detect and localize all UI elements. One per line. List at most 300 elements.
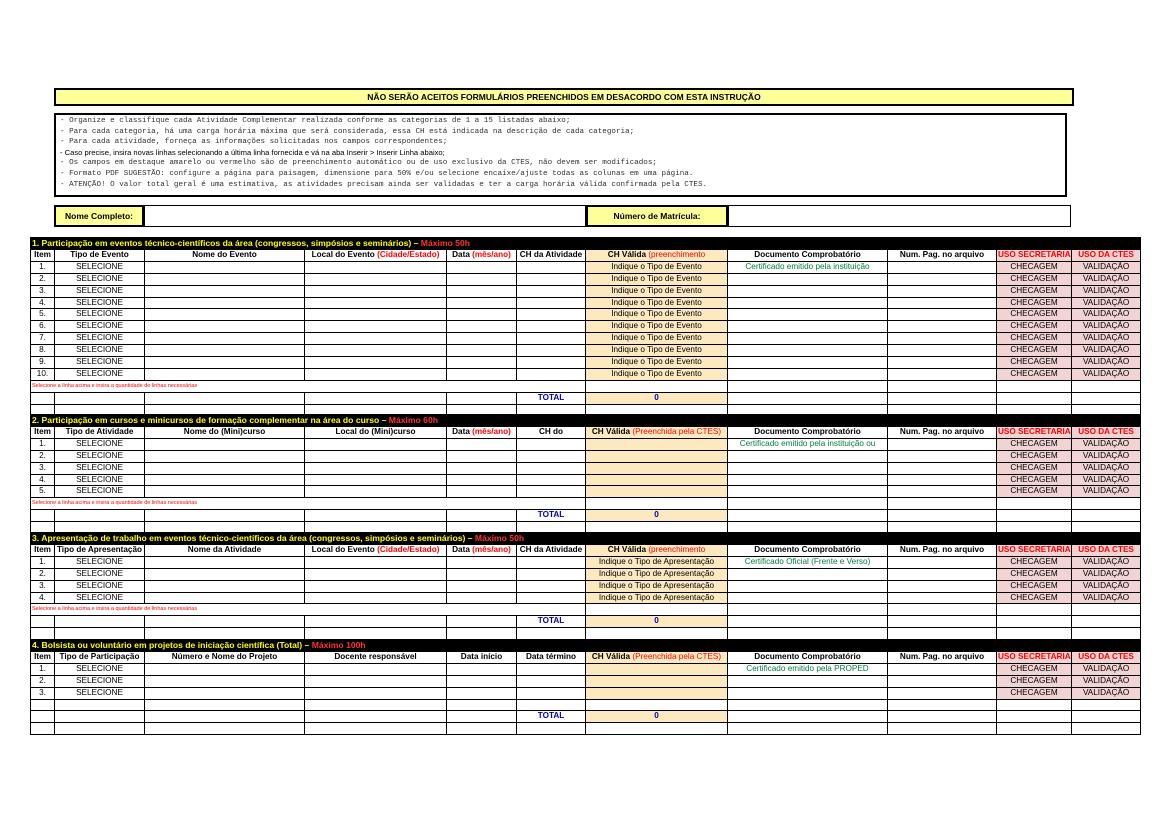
header-text: Local do Evento [311,249,375,259]
local-cell[interactable] [305,450,447,462]
header-ch-valida [586,544,728,556]
tipo-select[interactable]: SELECIONE [55,663,145,675]
documento-cell[interactable] [728,687,888,699]
validacao-cell: VALIDAÇÃO [1072,675,1141,687]
local-cell[interactable] [305,297,447,309]
empty-cell [145,699,305,711]
ch-valida-cell: Indique o Tipo de Evento [586,333,728,345]
local-cell[interactable] [305,462,447,474]
documento-cell[interactable] [728,357,888,369]
ch-valida-cell [586,687,728,699]
instruction-banner: NÃO SERÃO ACEITOS FORMULÁRIOS PREENCHIDOS EM DESACORDO COM ESTA INSTRUÇÃO [54,88,1074,106]
local-cell[interactable] [305,687,447,699]
data-cell[interactable] [447,486,517,498]
section-3-table [30,532,1141,640]
empty-cell [888,510,997,522]
checagem-cell: CHECAGEM [997,357,1072,369]
documento-cell[interactable] [728,321,888,333]
pagina-cell[interactable] [888,474,997,486]
item-number: 1. [31,663,55,675]
total-value: 0 [586,711,728,723]
local-cell[interactable] [305,357,447,369]
ch-cell[interactable] [517,474,586,486]
documento-cell[interactable] [728,309,888,321]
pagina-cell[interactable] [888,687,997,699]
header-data [447,426,517,438]
total-value: 0 [586,616,728,628]
documento-cell[interactable] [728,285,888,297]
tipo-select[interactable]: SELECIONE [55,450,145,462]
local-cell[interactable] [305,368,447,380]
local-cell[interactable] [305,273,447,285]
empty-cell [997,604,1072,616]
ch-valida-cell: Indique o Tipo de Evento [586,357,728,369]
local-cell[interactable] [305,580,447,592]
validacao-cell: VALIDAÇÃO [1072,345,1141,357]
nome-cell[interactable] [145,285,305,297]
empty-cell [305,723,447,735]
documento-hint[interactable]: Certificado Oficial (Frente e Verso) [728,556,888,568]
tipo-select[interactable]: SELECIONE [55,333,145,345]
ch-cell[interactable] [517,592,586,604]
empty-cell [305,699,447,711]
tipo-select[interactable]: SELECIONE [55,321,145,333]
local-cell[interactable] [305,285,447,297]
empty-cell [1072,628,1141,640]
validacao-cell: VALIDAÇÃO [1072,273,1141,285]
empty-cell [55,616,145,628]
ch-cell[interactable] [517,368,586,380]
item-number: 3. [31,285,55,297]
tipo-select[interactable]: SELECIONE [55,438,145,450]
documento-cell[interactable] [728,462,888,474]
documento-cell[interactable] [728,345,888,357]
empty-cell [728,510,888,522]
header-text: CH Válida [607,544,647,554]
ch-valida-cell: Indique o Tipo de Evento [586,368,728,380]
pagina-cell[interactable] [888,357,997,369]
empty-cell [31,711,55,723]
nome-cell[interactable] [145,357,305,369]
tipo-select[interactable]: SELECIONE [55,368,145,380]
local-cell[interactable] [305,345,447,357]
validacao-cell: VALIDAÇÃO [1072,285,1141,297]
table-row [31,285,1141,297]
header-ch: CH da Atividade [517,544,586,556]
pagina-cell[interactable] [888,462,997,474]
nome-cell[interactable] [145,580,305,592]
empty-cell [55,723,145,735]
item-number: 3. [31,462,55,474]
nome-cell[interactable] [145,486,305,498]
empty-cell [517,628,586,640]
local-cell[interactable] [305,592,447,604]
empty-cell [447,392,517,404]
empty-cell [145,723,305,735]
data-cell[interactable] [447,462,517,474]
empty-cell [31,628,55,640]
header-text: (Preenchida pela CTES) [632,426,722,436]
ch-cell[interactable] [517,297,586,309]
header-pagina: Num. Pag. no arquivo [888,651,997,663]
tipo-select[interactable]: SELECIONE [55,556,145,568]
nome-cell[interactable] [145,333,305,345]
pagina-cell[interactable] [888,438,997,450]
validacao-cell: VALIDAÇÃO [1072,580,1141,592]
ch-valida-cell: Indique o Tipo de Evento [586,309,728,321]
local-cell[interactable] [305,333,447,345]
data-cell[interactable] [447,321,517,333]
table-row [31,486,1141,498]
pagina-cell[interactable] [888,345,997,357]
documento-hint[interactable]: Certificado emitido pela PROPED [728,663,888,675]
instruction-line: - Formato PDF SUGESTÃO: configure a página para paisagem, dimensione para 50% e/ou selecione encaixe/ajuste todas as colunas em uma página. [60,169,694,178]
documento-cell[interactable] [728,273,888,285]
local-cell[interactable] [305,261,447,273]
header-nome: Nome do (Mini)curso [145,426,305,438]
ch-cell[interactable] [517,345,586,357]
nome-cell[interactable] [145,450,305,462]
validacao-cell: VALIDAÇÃO [1072,333,1141,345]
section-title [31,238,1141,250]
empty-cell [586,699,728,711]
documento-hint[interactable]: Certificado emitido pela instituição [728,261,888,273]
header-item: Item [31,651,55,663]
checagem-cell: CHECAGEM [997,580,1072,592]
empty-cell [888,699,997,711]
nome-cell[interactable] [145,368,305,380]
checagem-cell: CHECAGEM [997,368,1072,380]
ch-cell[interactable] [517,273,586,285]
nome-cell[interactable] [145,592,305,604]
ch-cell[interactable] [517,333,586,345]
empty-cell [55,711,145,723]
validacao-cell: VALIDAÇÃO [1072,462,1141,474]
checagem-cell: CHECAGEM [997,556,1072,568]
checagem-cell: CHECAGEM [997,675,1072,687]
section-1-table [30,237,1141,417]
empty-cell [305,510,447,522]
item-number: 2. [31,675,55,687]
ch-cell[interactable] [517,309,586,321]
header-documento: Documento Comprobatório [728,249,888,261]
checagem-cell: CHECAGEM [997,297,1072,309]
pagina-cell[interactable] [888,273,997,285]
matricula-field[interactable] [728,205,1071,227]
instruction-line: - Os campos em destaque amarelo ou vermelho são de preenchimento automático ou de uso exclusivo da CTES, não devem ser modificados; [60,159,657,168]
data-cell[interactable] [447,261,517,273]
nome-cell[interactable] [145,687,305,699]
data-cell[interactable] [447,687,517,699]
empty-cell [145,392,305,404]
nome-cell[interactable] [145,438,305,450]
nome-cell[interactable] [145,297,305,309]
empty-cell [728,699,888,711]
local-cell[interactable] [305,556,447,568]
tipo-select[interactable]: SELECIONE [55,273,145,285]
tipo-select[interactable]: SELECIONE [55,474,145,486]
data-cell[interactable] [447,580,517,592]
checagem-cell: CHECAGEM [997,568,1072,580]
ch-cell[interactable] [517,687,586,699]
empty-cell [997,628,1072,640]
empty-cell [55,628,145,640]
local-cell[interactable] [305,486,447,498]
header-text: Local do (Mini)curso [335,426,416,436]
nome-cell[interactable] [145,273,305,285]
documento-hint[interactable]: Certificado emitido pela instituição ou [728,438,888,450]
local-cell[interactable] [305,309,447,321]
empty-cell [31,723,55,735]
header-text: (Preenchida pela CTES) [632,651,722,661]
ch-cell[interactable] [517,486,586,498]
documento-cell[interactable] [728,592,888,604]
tipo-select[interactable]: SELECIONE [55,462,145,474]
validacao-cell: VALIDAÇÃO [1072,321,1141,333]
empty-cell [728,498,888,510]
pagina-cell[interactable] [888,368,997,380]
ch-valida-cell: Indique o Tipo de Apresentação [586,592,728,604]
total-label: TOTAL [517,711,586,723]
empty-cell [728,616,888,628]
table-row [31,357,1141,369]
header-documento: Documento Comprobatório [728,426,888,438]
total-value: 0 [586,510,728,522]
ch-cell[interactable] [517,663,586,675]
pagina-cell[interactable] [888,261,997,273]
table-row [31,438,1141,450]
section-title [31,533,1141,545]
nome-cell[interactable] [145,568,305,580]
item-number: 4. [31,592,55,604]
tipo-select[interactable]: SELECIONE [55,285,145,297]
section-2-table [30,414,1141,534]
pagina-cell[interactable] [888,285,997,297]
header-text: Máximo 100h [311,640,366,650]
data-cell[interactable] [447,675,517,687]
item-number: 3. [31,580,55,592]
data-cell[interactable] [447,273,517,285]
ch-valida-cell [586,675,728,687]
empty-cell [888,616,997,628]
header-text: (preenchimento [648,249,706,259]
item-number: 9. [31,357,55,369]
local-cell[interactable] [305,321,447,333]
nome-cell[interactable] [145,321,305,333]
empty-cell [31,616,55,628]
instruction-line: - Para cada categoria, há uma carga horária máxima que será considerada, essa CH está indicada na descrição de cada categoria; [60,127,635,136]
header-data [447,544,517,556]
nome-cell[interactable] [145,474,305,486]
nome-cell[interactable] [145,675,305,687]
documento-cell[interactable] [728,486,888,498]
header-text: 4. Bolsista ou voluntário em projetos de iniciação científica (Total) – [32,640,310,650]
nome-completo-field[interactable] [144,205,586,227]
tipo-select[interactable]: SELECIONE [55,592,145,604]
header-local [305,426,447,438]
data-cell[interactable] [447,450,517,462]
header-documento: Documento Comprobatório [728,651,888,663]
ch-valida-cell: Indique o Tipo de Evento [586,321,728,333]
checagem-cell: CHECAGEM [997,486,1072,498]
header-local [305,651,447,663]
item-number: 1. [31,261,55,273]
header-ch: Data término [517,651,586,663]
pagina-cell[interactable] [888,556,997,568]
tipo-select[interactable]: SELECIONE [55,309,145,321]
ch-cell[interactable] [517,450,586,462]
nome-cell[interactable] [145,309,305,321]
empty-cell [447,723,517,735]
header-text: 3. Apresentação de trabalho em eventos técnico-científicos da área (congressos, simpósios e seminários) – [32,533,473,543]
insert-rows-note: Selecione a linha acima e insira a quantidade de linhas necessárias [31,498,586,510]
item-number: 7. [31,333,55,345]
nome-cell[interactable] [145,462,305,474]
header-secretaria: USO SECRETARIA [997,426,1072,438]
ch-valida-cell: Indique o Tipo de Evento [586,297,728,309]
documento-cell[interactable] [728,368,888,380]
table-row [31,273,1141,285]
empty-cell [888,392,997,404]
documento-cell[interactable] [728,580,888,592]
data-cell[interactable] [447,285,517,297]
data-cell[interactable] [447,568,517,580]
data-cell[interactable] [447,474,517,486]
ch-cell[interactable] [517,580,586,592]
checagem-cell: CHECAGEM [997,663,1072,675]
data-cell[interactable] [447,663,517,675]
empty-cell [888,380,997,392]
validacao-cell: VALIDAÇÃO [1072,663,1141,675]
data-cell[interactable] [447,368,517,380]
tipo-select[interactable]: SELECIONE [55,297,145,309]
pagina-cell[interactable] [888,568,997,580]
nome-cell[interactable] [145,345,305,357]
nome-cell[interactable] [145,663,305,675]
nome-completo-label: Nome Completo: [54,205,144,227]
data-cell[interactable] [447,556,517,568]
local-cell[interactable] [305,675,447,687]
ch-cell[interactable] [517,285,586,297]
pagina-cell[interactable] [888,592,997,604]
pagina-cell[interactable] [888,297,997,309]
data-cell[interactable] [447,297,517,309]
documento-cell[interactable] [728,474,888,486]
data-cell[interactable] [447,438,517,450]
table-row [31,309,1141,321]
header-text: (Cidade/Estado) [377,544,440,554]
pagina-cell[interactable] [888,675,997,687]
checagem-cell: CHECAGEM [997,592,1072,604]
header-text: CH Válida [591,651,631,661]
tipo-select[interactable]: SELECIONE [55,486,145,498]
documento-cell[interactable] [728,450,888,462]
documento-cell[interactable] [728,568,888,580]
data-cell[interactable] [447,357,517,369]
validacao-cell: VALIDAÇÃO [1072,297,1141,309]
header-ch: CH do [517,426,586,438]
checagem-cell: CHECAGEM [997,474,1072,486]
empty-cell [586,498,728,510]
empty-cell [31,699,55,711]
pagina-cell[interactable] [888,663,997,675]
header-nome: Nome do Evento [145,249,305,261]
header-text: Máximo 50h [474,533,525,543]
data-cell[interactable] [447,333,517,345]
local-cell[interactable] [305,663,447,675]
documento-cell[interactable] [728,675,888,687]
total-label: TOTAL [517,392,586,404]
ch-valida-cell [586,486,728,498]
ch-cell[interactable] [517,438,586,450]
item-number: 2. [31,568,55,580]
tipo-select[interactable]: SELECIONE [55,687,145,699]
table-row [31,687,1141,699]
ch-cell[interactable] [517,462,586,474]
empty-cell [997,380,1072,392]
tipo-select[interactable]: SELECIONE [55,580,145,592]
ch-valida-cell: Indique o Tipo de Evento [586,285,728,297]
tipo-select[interactable]: SELECIONE [55,345,145,357]
nome-cell[interactable] [145,261,305,273]
ch-cell[interactable] [517,568,586,580]
local-cell[interactable] [305,568,447,580]
total-label: TOTAL [517,510,586,522]
local-cell[interactable] [305,438,447,450]
documento-cell[interactable] [728,297,888,309]
pagina-cell[interactable] [888,580,997,592]
header-tipo: Tipo de Participação [55,651,145,663]
table-row [31,297,1141,309]
ch-cell[interactable] [517,321,586,333]
ch-cell[interactable] [517,675,586,687]
header-text: (Cidade/Estado) [377,249,440,259]
instruction-line: - Caso precise, insira novas linhas selecionando a última linha fornecida e vá na aba Inserir > Inserir Linha abaixo; [60,147,445,157]
header-data [447,651,517,663]
pagina-cell[interactable] [888,450,997,462]
local-cell[interactable] [305,474,447,486]
empty-cell [1072,498,1141,510]
pagina-cell[interactable] [888,309,997,321]
tipo-select[interactable]: SELECIONE [55,357,145,369]
ch-valida-cell: Indique o Tipo de Apresentação [586,580,728,592]
pagina-cell[interactable] [888,333,997,345]
data-cell[interactable] [447,309,517,321]
ch-valida-cell: Indique o Tipo de Apresentação [586,568,728,580]
header-ctes: USO DA CTES [1072,544,1141,556]
instruction-line: - Para cada atividade, forneça as informações solicitadas nos campos correspondentes; [60,138,448,147]
documento-cell[interactable] [728,333,888,345]
empty-cell [997,510,1072,522]
data-cell[interactable] [447,345,517,357]
tipo-select[interactable]: SELECIONE [55,261,145,273]
empty-cell [447,711,517,723]
pagina-cell[interactable] [888,321,997,333]
ch-cell[interactable] [517,556,586,568]
nome-cell[interactable] [145,556,305,568]
empty-cell [586,380,728,392]
empty-cell [728,628,888,640]
ch-cell[interactable] [517,357,586,369]
ch-valida-cell: Indique o Tipo de Apresentação [586,556,728,568]
ch-cell[interactable] [517,261,586,273]
data-cell[interactable] [447,592,517,604]
tipo-select[interactable]: SELECIONE [55,675,145,687]
pagina-cell[interactable] [888,486,997,498]
tipo-select[interactable]: SELECIONE [55,568,145,580]
empty-cell [888,604,997,616]
header-secretaria: USO SECRETARIA [997,651,1072,663]
